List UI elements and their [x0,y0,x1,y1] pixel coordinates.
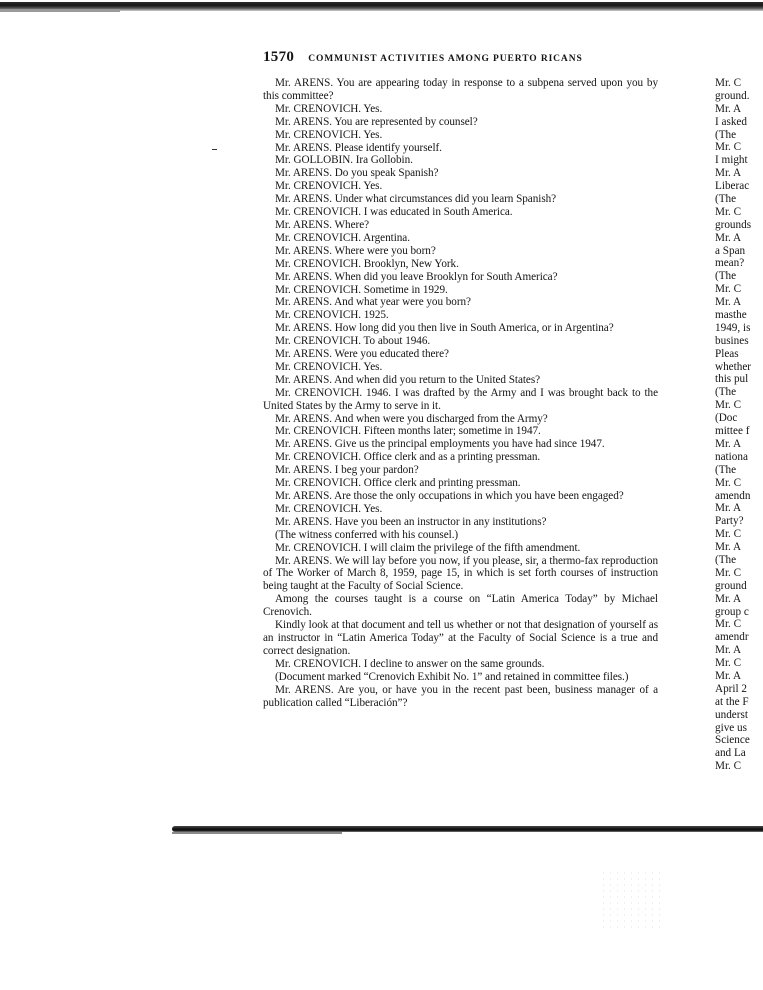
right-column-line: busines [715,334,749,347]
transcript-paragraph: Mr. CRENOVICH. Brooklyn, New York. [275,257,459,270]
right-column-line: and La [715,747,746,760]
page-header [263,49,583,67]
right-column-line: Mr. C [715,760,742,773]
transcript-paragraph: Mr. CRENOVICH. I decline to answer on the same grounds. [275,657,545,670]
right-column-line: Mr. A [715,644,742,657]
right-column-line: (The [715,463,737,476]
transcript-paragraph: Mr. ARENS. I beg your pardon? [275,464,419,477]
transcript-paragraph: Mr. ARENS. Have you been an instructor in any institutions? [275,515,547,528]
transcript-paragraph: Mr. CRENOVICH. Yes. [275,128,383,141]
right-column-line: amendr [715,631,749,644]
transcript-paragraph: Mr. ARENS. Where? [275,218,370,231]
transcript-paragraph: Mr. ARENS. And when were you discharged from the Army? [275,412,548,425]
transcript-paragraph: Mr. ARENS. Do you speak Spanish? [275,167,439,180]
right-column-line: nationa [715,450,748,463]
right-column-line: Mr. C [715,528,742,541]
transcript-paragraph: Mr. CRENOVICH. Yes. [275,180,383,193]
right-column-line: Mr. A [715,541,742,554]
transcript-paragraph: Among the courses taught is a course on “Latin America Today” by Michael Crenovich. [263,593,658,619]
right-column-line: 1949, is [715,321,751,334]
right-column-line: grounds [715,218,752,231]
right-column-line: this pul [715,373,749,386]
transcript-paragraph: Mr. CRENOVICH. 1946. I was drafted by the Army and I was brought back to the United States by the Army to serve in it. [263,386,658,412]
right-column-line: ground [715,579,747,592]
right-column-line: masthe [715,309,747,322]
right-column-line: Mr. A [715,669,742,682]
transcript-paragraph: Mr. ARENS. When did you leave Brooklyn for South America? [275,270,558,283]
margin-mark [212,149,217,150]
transcript-paragraph: Mr. GOLLOBIN. Ira Gollobin. [275,154,413,167]
transcript-paragraph: Mr. ARENS. Under what circumstances did you learn Spanish? [275,193,557,206]
right-column-line: Mr. A [715,437,742,450]
transcript-paragraph: Mr. ARENS. Are you, or have you in the recent past been, business manager of a publication called “Liberación”? [263,683,658,709]
right-column-line: Mr. A [715,296,742,309]
right-column-fragments [715,77,763,773]
right-column-line: (The [715,386,737,399]
right-column-line: Mr. C [715,205,742,218]
transcript-paragraph: Mr. ARENS. You are represented by counsel? [275,115,478,128]
right-column-line: Mr. C [715,657,742,670]
transcript-paragraph: Mr. CRENOVICH. 1925. [275,309,389,322]
transcript-paragraph: Mr. ARENS. We will lay before you now, if you please, sir, a thermo-fax reproduction of The Worker of March 8, 1959, page 15, in which is set forth courses of instruction being taught at the Faculty of Social Science. [263,554,658,593]
transcript-paragraph: Mr. CRENOVICH. I was educated in South America. [275,206,513,219]
right-column-line: Science [715,734,750,747]
transcript-paragraph: Mr. ARENS. And what year were you born? [275,296,471,309]
right-column-line: I asked [715,115,747,128]
right-column-line: (The [715,270,737,283]
transcript-paragraph: Mr. CRENOVICH. I will claim the privilege of the fifth amendment. [275,541,581,554]
right-column-line: (The [715,128,737,141]
transcript-paragraph: Mr. CRENOVICH. Argentina. [275,231,410,244]
transcript-paragraph: Mr. ARENS. You are appearing today in response to a subpena served upon you by this committee? [263,77,658,102]
right-column-line: whether [715,360,752,373]
right-column-line: Mr. C [715,399,742,412]
main-text-column [263,77,658,709]
right-column-line: ground. [715,89,750,102]
right-column-line: Mr. C [715,77,742,89]
page-number: 1570 [263,49,295,65]
transcript-paragraph: Mr. CRENOVICH. Yes. [275,360,383,373]
transcript-paragraph: Mr. ARENS. Give us the principal employments you have had since 1947. [275,438,605,451]
transcript-paragraph: Mr. ARENS. Where were you born? [275,244,436,257]
right-column-line: Mr. A [715,231,742,244]
right-column-line: (The [715,193,737,206]
right-column-line: Mr. A [715,502,742,515]
transcript-paragraph: Mr. ARENS. Are those the only occupations in which you have been engaged? [275,490,624,502]
right-column-line: (The [715,553,737,566]
transcript-paragraph: Mr. ARENS. Were you educated there? [275,348,449,361]
transcript-paragraph: Mr. CRENOVICH. Fifteen months later; sometime in 1947. [275,425,541,438]
transcript-paragraph: Mr. CRENOVICH. Yes. [275,502,383,515]
transcript-paragraph: Mr. CRENOVICH. Sometime in 1929. [275,283,448,296]
right-column-line: group c [715,605,749,618]
transcript-paragraph: (The witness conferred with his counsel.) [275,528,459,541]
transcript-paragraph: Kindly look at that document and tell us whether or not that designation of yourself as an instructor in “Latin America Today” at the Faculty of Social Science is a true and correct designation. [263,619,658,657]
transcript-paragraph: Mr. CRENOVICH. To about 1946. [275,335,431,348]
right-column-line: (Doc [715,412,738,425]
right-column-line: a Span [715,244,746,257]
right-column-line: Mr. C [715,618,742,631]
transcript-paragraph: Mr. ARENS. How long did you then live in South America, or in Argentina? [275,322,614,335]
right-column-line: Pleas [715,347,739,360]
right-column-line: Mr. A [715,167,742,180]
right-column-line: Mr. A [715,592,742,605]
transcript-paragraph: Mr. ARENS. And when did you return to the United States? [275,373,541,386]
transcript-paragraph: Mr. CRENOVICH. Yes. [275,102,383,115]
right-column-line: Mr. C [715,141,742,154]
right-column-line: underst [715,708,748,721]
right-column-line: Party? [715,515,744,528]
right-column-line: mean? [715,257,745,270]
right-column-line: mittee f [715,425,750,438]
scan-noise [600,870,660,930]
right-column-line: Liberac [715,180,750,193]
right-column-line: Mr. A [715,102,742,115]
right-column-line: Mr. C [715,566,742,579]
transcript-paragraph: Mr. ARENS. Please identify yourself. [275,141,442,154]
right-column-line: Mr. C [715,476,742,489]
transcript-paragraph: (Document marked “Crenovich Exhibit No. 1” and retained in committee files.) [275,670,629,683]
right-column-line: April 2 [715,682,748,695]
top-rule-shadow [0,9,120,12]
bottom-rule-shadow [172,832,342,834]
right-column-line: at the F [715,695,749,708]
running-title: COMMUNIST ACTIVITIES AMONG PUERTO RICANS [308,54,583,64]
right-column-line: I might [715,154,748,167]
right-column-line: amendn [715,489,751,502]
transcript-paragraph: Mr. CRENOVICH. Office clerk and printing pressman. [275,477,521,490]
transcript-paragraph: Mr. CRENOVICH. Office clerk and as a printing pressman. [275,451,541,464]
right-column-line: give us [715,721,748,734]
right-column-line: Mr. C [715,283,742,296]
